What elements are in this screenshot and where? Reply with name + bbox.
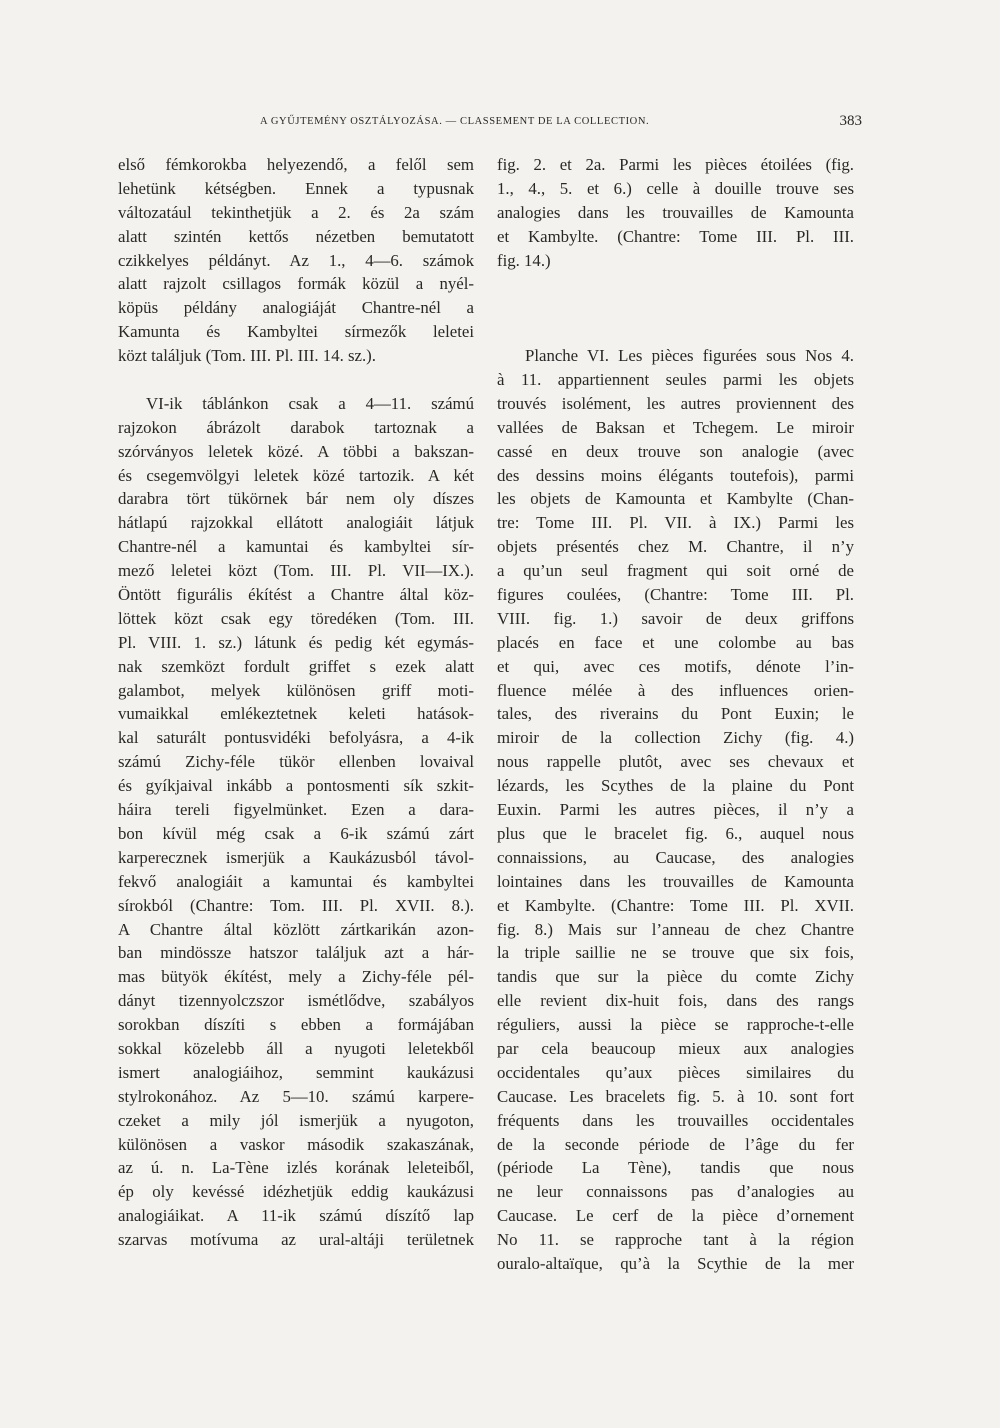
text-line: szórványos leletek közé. A többi a bakszan- [118,441,474,461]
text-line: de la seconde période de l’âge du fer [497,1134,854,1154]
text-line: Euxin. Parmi les autres pièces, il n’y a [497,800,854,820]
text-line: rajzokon ábrázolt darabok tartoznak a [118,417,474,437]
paragraph-gap [497,320,854,344]
text-line: fekvő analogiáit a kamuntai és kambyltei [118,871,474,891]
text-line: mas bütyök ékítést, mely a Zichy-féle pél- [118,967,474,987]
running-header: A GYŰJTEMÉNY OSZTÁLYOZÁSA. — CLASSEMENT DE LA COLLECTION. [260,116,650,127]
left-column [118,153,474,1252]
text-line: fig. 8.) Mais sur l’anneau de chez Chantre [497,919,854,939]
text-line: trouvés isolément, les autres proviennent des [497,393,854,413]
text-line: elle revient dix-huit fois, dans des rangs [497,991,854,1011]
text-line: placés en face et une colombe au bas [497,632,854,652]
paragraph-gap [497,272,854,296]
text-line: és gyíkjaival inkább a pontosmenti sík szkit- [118,776,474,796]
text-line: tre: Tome III. Pl. VII. à IX.) Parmi les [497,513,854,533]
text-line: Caucase. Le cerf de la pièce d’ornement [497,1206,854,1226]
text-line: VIII. fig. 1.) savoir de deux griffons [497,608,854,628]
text-line: czikkelyes példányt. Az 1., 4—6. számok [118,250,474,270]
text-line: sokkal közelebb áll a nyugoti leletekből [118,1038,474,1058]
text-line: les objets de Kamounta et Kambylte (Chan- [497,489,854,509]
text-line: löttek közt csak egy töredéken (Tom. III. [118,608,474,628]
text-line: Pl. VIII. 1. sz.) látunk és pedig két egymás- [118,632,474,652]
text-line: az ú. n. La-Tène izlés korának leleteiből, [118,1158,474,1178]
paragraph-gap [118,368,474,392]
text-line: objets présentés chez M. Chantre, il n’y [497,537,854,557]
text-line: plus que le bracelet fig. 6., auquel nous [497,823,854,843]
text-line: számú Zichy-féle tükör ellenben lovaival [118,752,474,772]
text-line: fréquents dans les trouvailles occidentales [497,1110,854,1130]
text-line: és csegemvölgyi leletek közé tartozik. A két [118,465,474,485]
text-line: réguliers, aussi la pièce se rapproche-t-elle [497,1015,854,1035]
text-line: fig. 2. et 2a. Parmi les pièces étoilées (fig. [497,155,854,174]
text-line: szarvas motívuma az ural-altáji területnek [118,1230,474,1250]
text-line: Caucase. Les bracelets fig. 5. à 10. sont fort [497,1086,854,1106]
text-line: ne leur connaissons pas d’analogies au [497,1182,854,1202]
text-line: bon kívül még csak a 6-ik számú zárt [118,823,474,843]
text-line: vumaikkal emlékeztetnek keleti hatások- [118,704,474,724]
text-line: par cela beaucoup mieux aux analogies [497,1038,854,1058]
text-line: sorokban díszíti s ebben a formájában [118,1015,474,1035]
text-line: első fémkorokba helyezendő, a felől sem [118,155,474,174]
text-line: Planche VI. Les pièces figurées sous Nos 4. [525,346,854,366]
text-line: occidentales qu’aux pièces similaires du [497,1062,854,1082]
text-line: alatt szintén kettős nézetben bemutatott [118,226,474,246]
paragraph [118,153,474,368]
text-line: mező leletei közt (Tom. III. Pl. VII—IX.). [118,561,474,581]
text-line: fluence mélée à des influences orien- [497,680,854,700]
text-line: köpüs példány analogiáját Chantre-nél a [118,298,474,318]
text-line: des dessins moins élégants toutefois), parmi [497,465,854,485]
text-line: lointaines dans les trouvailles de Kamounta [497,871,854,891]
text-line: No 11. se rapproche tant à la région [497,1230,854,1250]
text-line: közt találjuk (Tom. III. Pl. III. 14. sz.). [118,346,376,366]
text-line: czeket a mily jól ismerjük a nyugoton, [118,1110,474,1130]
text-line: ouralo-altaïque, qu’à la Scythie de la mer [497,1253,854,1273]
right-column [497,153,854,1276]
text-line: lézards, les Scythes de la plaine du Pont [497,776,854,796]
text-line: kal saturált pontusvidéki befolyásra, a 4-ik [118,728,474,748]
text-line: connaissions, au Caucase, des analogies [497,847,854,867]
text-line: hátlapú rajzokkal ellátott analogiáit látjuk [118,513,474,533]
text-line: darabra tört tükörnek bár nem oly díszes [118,489,474,509]
text-line: cassé en deux trouve son analogie (avec [497,441,854,461]
text-line: Chantre-nél a kamuntai és kambyltei sír- [118,537,474,557]
text-line: különösen a vaskor második szakaszának, [118,1134,474,1154]
text-line: ép oly kevéssé idézhetjük eddig kaukázusi [118,1182,474,1202]
paragraph [497,344,854,1276]
text-line: ismert analogiáihoz, semmint kaukázusi [118,1062,474,1082]
text-line: et qui, avec ces motifs, dénote l’in- [497,656,854,676]
text-line: a qu’un seul fragment qui soit orné de [497,561,854,581]
text-line: háira tereli figyelmünket. Ezen a dara- [118,800,474,820]
text-line: lehetünk kétségben. Ennek a typusnak [118,178,474,198]
text-line: nous rappelle plutôt, avec ses chevaux et [497,752,854,772]
text-line: tandis que sur la pièce du comte Zichy [497,967,854,987]
text-line: A Chantre által közlött zártkarikán azon- [118,919,474,939]
text-line: la triple saillie ne se trouve que six fois, [497,943,854,963]
text-line: miroir de la collection Zichy (fig. 4.) [497,728,854,748]
text-line: alatt rajzolt csillagos formák közül a nyél- [118,274,474,294]
text-line: vallées de Baksan et Tchegem. Le miroir [497,417,854,437]
text-line: ban mindössze hatszor találjuk azt a hár- [118,943,474,963]
text-line: (période La Tène), tandis que nous [497,1158,854,1178]
text-line: 1., 4., 5. et 6.) celle à douille trouve ses [497,178,854,198]
text-line: galambot, melyek különösen griff moti- [118,680,474,700]
paragraph [118,392,474,1252]
text-line: VI-ik táblánkon csak a 4—11. számú [146,393,474,413]
paragraph-gap [497,296,854,320]
text-line: Öntött figurális ékítést a Chantre által köz- [118,585,474,605]
text-line: sírokból (Chantre: Tom. III. Pl. XVII. 8.). [118,895,474,915]
text-line: fig. 14.) [497,250,551,270]
text-line: karperecznek ismerjük a Kaukázusból távol- [118,847,474,867]
text-line: et Kambylte. (Chantre: Tome III. Pl. XVII. [497,895,854,915]
text-line: változatául tekinthetjük a 2. és 2a szám [118,202,474,222]
text-line: Kamunta és Kambyltei sírmezők leletei [118,322,474,342]
text-line: tales, des riverains du Pont Euxin; le [497,704,854,724]
text-line: stylrokonához. Az 5—10. számú karpere- [118,1086,474,1106]
paragraph [497,153,854,272]
text-line: et Kambylte. (Chantre: Tome III. Pl. III. [497,226,854,246]
text-line: nak szemközt fordult griffet s ezek alatt [118,656,474,676]
text-line: analogies dans les trouvailles de Kamounta [497,202,854,222]
text-line: analogiáikat. A 11-ik számú díszítő lap [118,1206,474,1226]
text-line: dányt tizennyolczszor ismétlődve, szabályos [118,991,474,1011]
text-line: figures coulées, (Chantre: Tome III. Pl. [497,585,854,605]
page-number: 383 [839,113,862,129]
text-line: à 11. appartiennent seules parmi les objets [497,370,854,390]
